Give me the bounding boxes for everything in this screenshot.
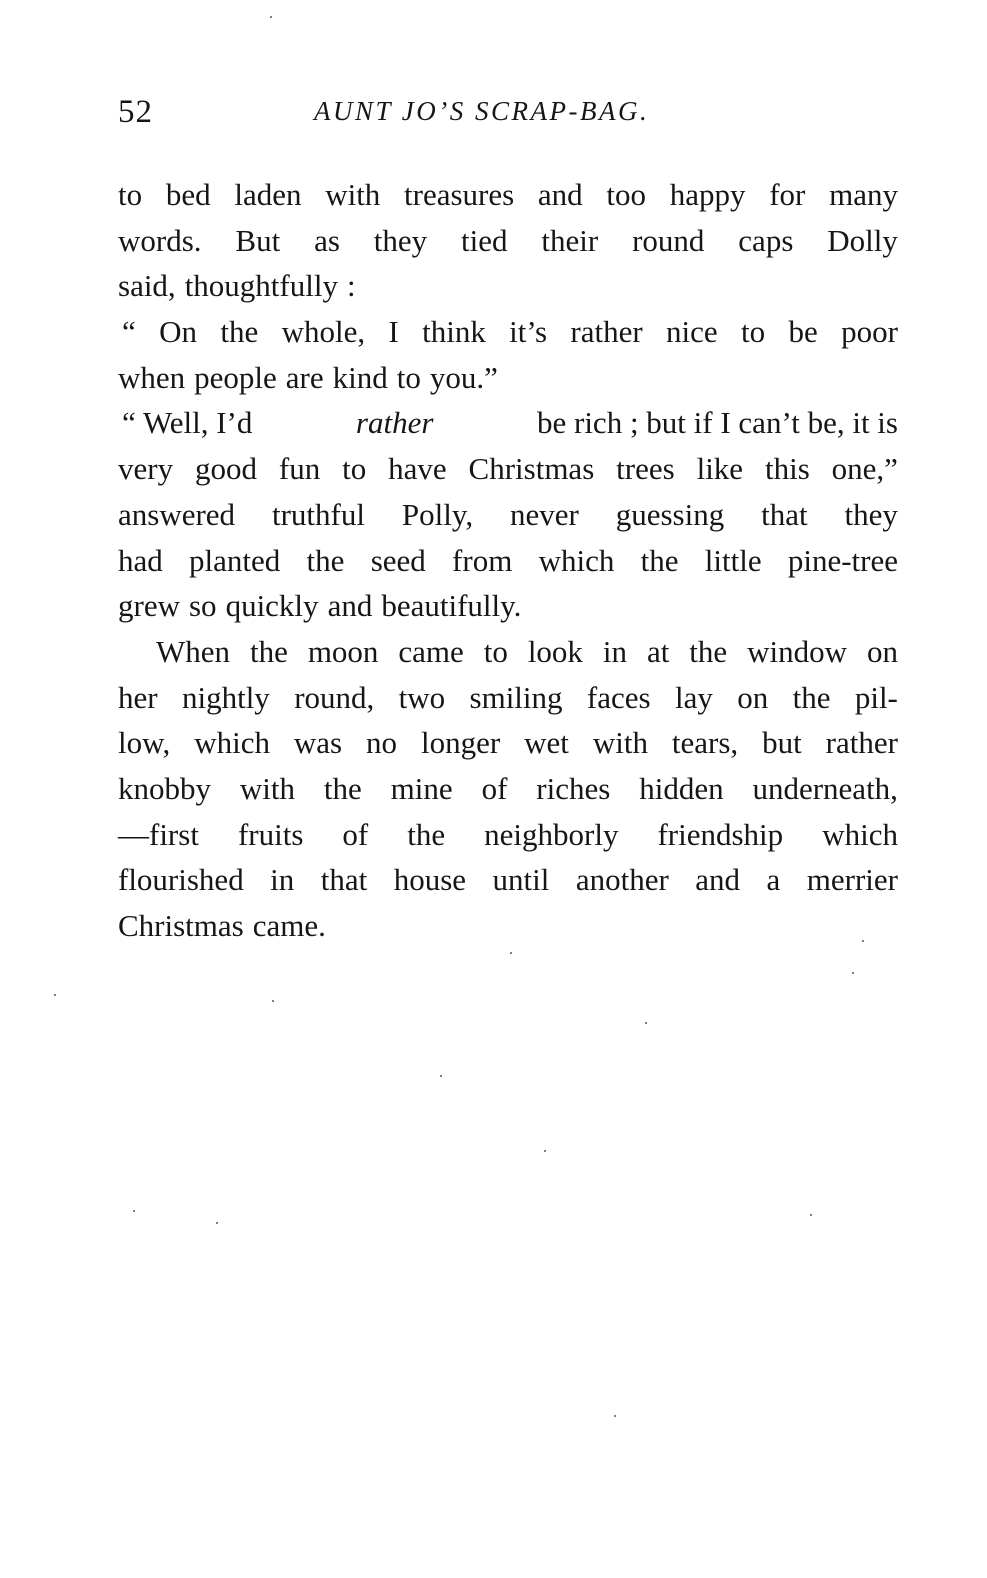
word: was (293, 725, 343, 761)
text-line (118, 355, 898, 401)
scan-speck (510, 952, 512, 954)
word: smiling (469, 679, 563, 715)
word: hidden (639, 770, 724, 806)
word: Christmas (468, 451, 595, 487)
word: Christmas (118, 908, 244, 943)
text-line (118, 857, 898, 903)
word: with (239, 770, 296, 806)
word: friendship (657, 816, 784, 852)
word: the (249, 633, 288, 669)
word: wet (524, 725, 569, 761)
word: beautifully. (381, 588, 522, 624)
word: the (306, 542, 345, 578)
text-line (118, 720, 898, 766)
word: to (483, 633, 508, 669)
word: to (342, 451, 367, 487)
word: nightly (181, 679, 270, 715)
word: underneath, (752, 770, 898, 806)
word: nice (666, 314, 718, 350)
word: which (194, 725, 270, 761)
word: words. (118, 222, 202, 258)
word: to (741, 314, 766, 350)
scan-speck (216, 1222, 218, 1224)
word: said, (118, 268, 176, 304)
word: little (704, 542, 762, 578)
text-line (118, 903, 898, 949)
word: the (220, 314, 259, 350)
word: two (398, 679, 446, 715)
word: lay (674, 679, 713, 715)
word: many (829, 177, 898, 212)
word: think (422, 314, 486, 350)
word: of (481, 770, 508, 806)
word: rather (825, 725, 898, 761)
word: which (822, 816, 898, 852)
word: tied (461, 222, 508, 258)
scan-speck (440, 1075, 442, 1077)
word: look (527, 633, 583, 669)
word: good (194, 451, 257, 487)
word: truthful (271, 496, 365, 532)
word: when (118, 359, 186, 395)
word: pine-tree (787, 542, 898, 578)
word: until (492, 862, 550, 898)
word: whole, (281, 314, 366, 350)
text-line (118, 492, 898, 538)
word: seed (370, 542, 426, 578)
scan-speck (614, 1415, 616, 1417)
word: that (320, 862, 368, 898)
text-line (118, 812, 898, 858)
word: a (766, 862, 781, 898)
word: which (538, 542, 615, 578)
word: round (632, 222, 705, 258)
italic-emphasis: rather (355, 405, 434, 441)
word: like (696, 451, 744, 487)
word: the (792, 679, 831, 715)
word: on (866, 633, 898, 669)
word: : (346, 268, 356, 304)
word: have (388, 451, 447, 487)
word: the (407, 816, 446, 852)
word: the (689, 633, 728, 669)
word: you.” (429, 359, 498, 395)
text-line (118, 629, 898, 675)
word: of (342, 816, 369, 852)
word: On (159, 314, 197, 350)
text-line (118, 172, 898, 218)
word: happy (669, 177, 746, 212)
text-line (118, 675, 898, 721)
word: kind (332, 359, 388, 395)
running-title: AUNT JO’S SCRAP-BAG. (314, 96, 650, 126)
word: pil- (854, 679, 898, 715)
word: are (285, 359, 324, 395)
text-line-with-emphasis (118, 400, 898, 446)
word: knobby (118, 770, 211, 806)
scan-speck (272, 1000, 274, 1002)
scan-speck (270, 16, 272, 18)
word: fun (278, 451, 321, 487)
word: window (747, 633, 848, 669)
text-line (118, 766, 898, 812)
word: it’s (509, 314, 548, 350)
word: low, (118, 725, 171, 761)
word: faces (586, 679, 651, 715)
word: the (323, 770, 362, 806)
word: to (396, 359, 421, 395)
word: came. (252, 908, 326, 943)
word: mine (390, 770, 453, 806)
word: in (270, 862, 295, 898)
word: When (156, 633, 231, 669)
word: no (366, 725, 398, 761)
text-line (118, 263, 898, 309)
word: rather (570, 314, 643, 350)
word: —first (118, 816, 199, 852)
scan-speck (862, 940, 864, 942)
word: Dolly (827, 222, 898, 258)
word: riches (536, 770, 611, 806)
word: planted (189, 542, 281, 578)
word: grew (118, 588, 180, 624)
word: that (761, 496, 808, 532)
word: they (844, 496, 898, 532)
word: poor (841, 314, 898, 350)
word: never (509, 496, 579, 532)
word: moon (307, 633, 379, 669)
word: trees (616, 451, 675, 487)
word: with (325, 177, 381, 212)
word: another (575, 862, 669, 898)
page-number: 52 (118, 94, 153, 130)
word: but (762, 725, 802, 761)
word: treasures (404, 177, 515, 212)
word: bed (165, 177, 211, 212)
text-fragment: be rich ; but if I can’t be, it is (536, 405, 898, 441)
word: house (393, 862, 467, 898)
word: the (640, 542, 679, 578)
word: from (452, 542, 513, 578)
word: quickly (225, 588, 319, 624)
page-header (118, 94, 898, 138)
word: laden (234, 177, 302, 212)
word: longer (420, 725, 501, 761)
word: too (606, 177, 647, 212)
word: But (235, 222, 281, 258)
body-text (118, 172, 898, 949)
word: as (314, 222, 340, 258)
word: thoughtfully (184, 268, 338, 304)
scan-speck (810, 1214, 812, 1216)
word: in (602, 633, 628, 669)
scan-speck (544, 1150, 546, 1152)
scan-speck (645, 1022, 647, 1024)
word: Polly, (401, 496, 474, 532)
word: fruits (237, 816, 304, 852)
text-line (118, 446, 898, 492)
word: and (695, 862, 741, 898)
word: tears, (671, 725, 739, 761)
text-line (118, 583, 898, 629)
word: neighborly (484, 816, 619, 852)
word: and (327, 588, 373, 624)
text-fragment: “ Well, I’d (122, 405, 253, 441)
scan-speck (852, 972, 854, 974)
word: flourished (118, 862, 244, 898)
scan-speck (54, 994, 56, 996)
word: caps (738, 222, 794, 258)
scan-speck (133, 1210, 135, 1212)
word: this (764, 451, 810, 487)
word: to (118, 177, 143, 212)
word: came (398, 633, 464, 669)
word: with (592, 725, 648, 761)
word: so (188, 588, 217, 624)
word: her (118, 679, 158, 715)
word: had (118, 542, 163, 578)
word: answered (118, 496, 236, 532)
word: I (388, 314, 399, 350)
word: on (737, 679, 769, 715)
word: merrier (806, 862, 898, 898)
word: “ (122, 314, 136, 350)
word: for (769, 177, 806, 212)
text-line (118, 218, 898, 264)
word: guessing (615, 496, 725, 532)
word: at (646, 633, 670, 669)
word: round, (294, 679, 375, 715)
word: one,” (831, 451, 898, 487)
word: people (194, 359, 277, 395)
text-line (118, 309, 898, 355)
word: be (788, 314, 818, 350)
word: they (373, 222, 428, 258)
word: their (541, 222, 599, 258)
text-line (118, 538, 898, 584)
word: and (537, 177, 583, 212)
word: very (118, 451, 174, 487)
